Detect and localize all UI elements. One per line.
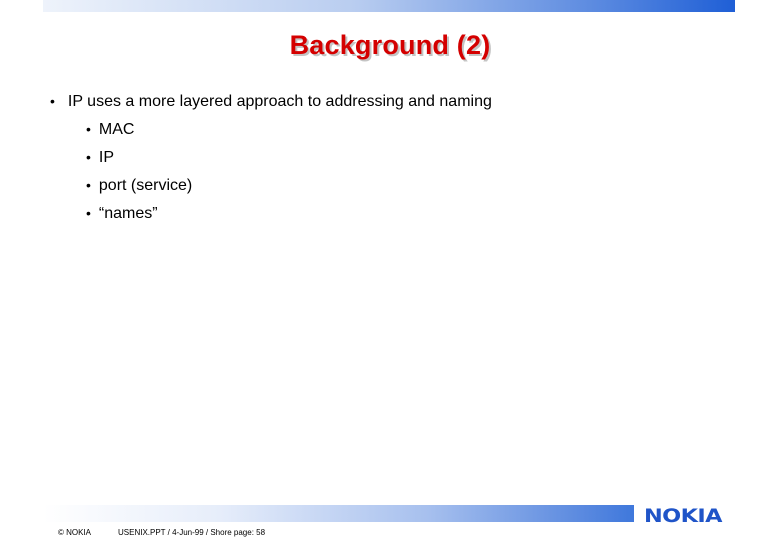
sub-bullet-text: IP	[98, 149, 115, 166]
sub-bullet	[86, 205, 158, 223]
sub-bullet	[86, 149, 114, 167]
bullet-icon: •	[86, 121, 91, 137]
sub-bullet-text: “names”	[98, 205, 158, 222]
sub-bullet	[86, 121, 134, 139]
main-bullet-text: IP uses a more layered approach to addressing and naming	[67, 93, 492, 110]
sub-bullet	[86, 177, 192, 195]
sub-bullet-text: port (service)	[98, 177, 193, 194]
footer-info: USENIX.PPT / 4-Jun-99 / Shore page: 58	[118, 528, 266, 537]
bullet-icon: •	[50, 93, 55, 109]
slide-title: Background (2)	[289, 30, 491, 60]
top-accent-bar	[43, 0, 735, 12]
nokia-logo: NOKIA	[644, 505, 722, 527]
bullet-icon: •	[86, 177, 91, 193]
bullet-icon: •	[86, 205, 91, 221]
sub-bullet-text: MAC	[98, 121, 135, 138]
footer-accent-bar	[43, 505, 634, 522]
bullet-icon: •	[86, 149, 91, 165]
copyright-text: © NOKIA	[58, 528, 92, 537]
main-bullet	[50, 93, 492, 111]
